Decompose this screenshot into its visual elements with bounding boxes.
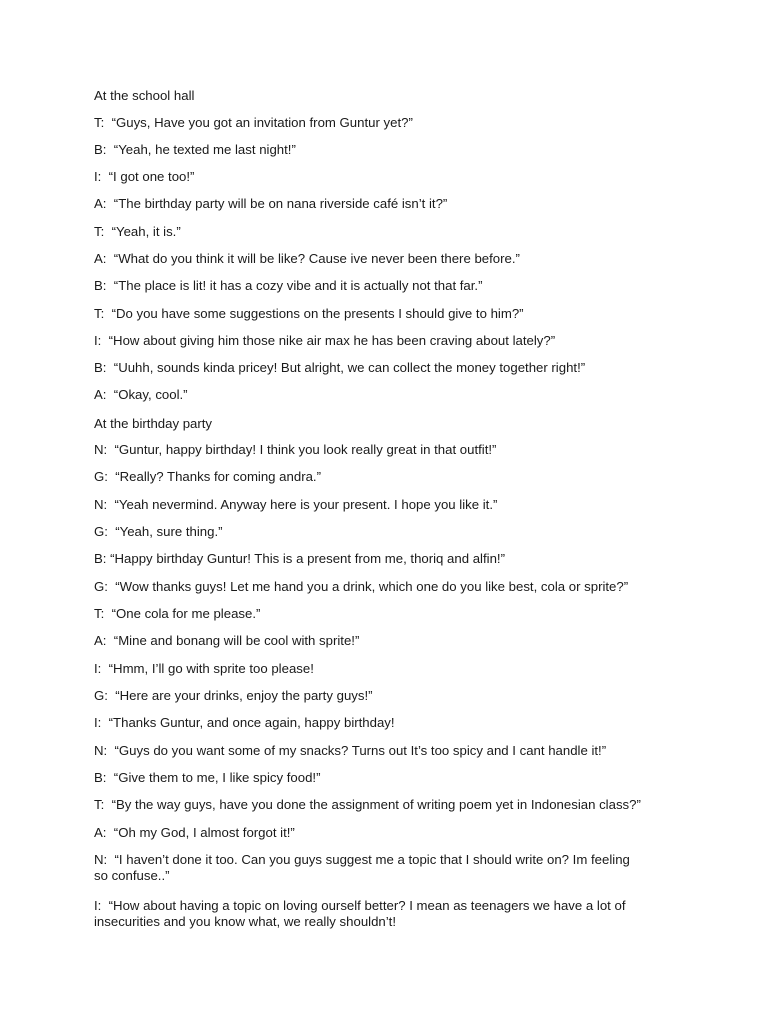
speaker-label: B: bbox=[94, 360, 107, 375]
dialogue-line bbox=[94, 524, 654, 540]
dialogue-line bbox=[94, 251, 654, 267]
dialogue-line bbox=[94, 224, 654, 240]
dialogue-line bbox=[94, 633, 654, 649]
dialogue-line bbox=[94, 306, 654, 322]
dialogue-line bbox=[94, 142, 654, 158]
dialogue-line bbox=[94, 743, 654, 759]
dialogue-line bbox=[94, 898, 634, 930]
line-text: “Guntur, happy birthday! I think you look really great in that outfit!” bbox=[114, 442, 497, 457]
dialogue-line bbox=[94, 387, 654, 403]
line-text: “Wow thanks guys! Let me hand you a drink, which one do you like best, cola or sprite?” bbox=[115, 579, 629, 594]
line-text: “Hmm, I’ll go with sprite too please! bbox=[108, 661, 314, 676]
dialogue-line bbox=[94, 852, 634, 884]
line-text: “By the way guys, have you done the assignment of writing poem yet in Indonesian class?” bbox=[111, 797, 641, 812]
speaker-label: A: bbox=[94, 196, 107, 211]
dialogue-line bbox=[94, 606, 654, 622]
dialogue-line bbox=[94, 442, 654, 458]
line-text: “The place is lit! it has a cozy vibe and it is actually not that far.” bbox=[113, 278, 483, 293]
speaker-label: T: bbox=[94, 224, 105, 239]
speaker-label: T: bbox=[94, 115, 105, 130]
speaker-label: I: bbox=[94, 333, 102, 348]
line-text: “Yeah, he texted me last night!” bbox=[113, 142, 296, 157]
line-text: “Guys do you want some of my snacks? Turns out It’s too spicy and I cant handle it!” bbox=[114, 743, 607, 758]
speaker-label: T: bbox=[94, 606, 105, 621]
line-text: “I haven’t done it too. Can you guys suggest me a topic that I should write on? Im feeling so confuse..” bbox=[94, 852, 630, 883]
speaker-label: A: bbox=[94, 633, 107, 648]
speaker-label: T: bbox=[94, 306, 105, 321]
speaker-label: I: bbox=[94, 715, 102, 730]
dialogue-line bbox=[94, 551, 654, 567]
dialogue-line bbox=[94, 825, 654, 841]
speaker-label: N: bbox=[94, 852, 108, 867]
line-text: “I got one too!” bbox=[108, 169, 195, 184]
scene-heading bbox=[94, 88, 654, 104]
dialogue-line bbox=[94, 497, 654, 513]
speaker-label: I: bbox=[94, 898, 102, 913]
line-text: “How about giving him those nike air max he has been craving about lately?” bbox=[108, 333, 556, 348]
speaker-label: N: bbox=[94, 442, 108, 457]
line-text: “Really? Thanks for coming andra.” bbox=[115, 469, 321, 484]
line-text: At the birthday party bbox=[94, 416, 213, 431]
line-text: “Uuhh, sounds kinda pricey! But alright, we can collect the money together right!” bbox=[113, 360, 586, 375]
line-text: “Guys, Have you got an invitation from Guntur yet?” bbox=[111, 115, 413, 130]
line-text: “Okay, cool.” bbox=[113, 387, 188, 402]
speaker-label: B: bbox=[94, 551, 107, 566]
dialogue-line bbox=[94, 196, 654, 212]
line-text: At the school hall bbox=[94, 88, 195, 103]
speaker-label: G: bbox=[94, 469, 108, 484]
dialogue-line bbox=[94, 797, 654, 813]
speaker-label: I: bbox=[94, 661, 102, 676]
dialogue-line bbox=[94, 469, 654, 485]
line-text: “What do you think it will be like? Cause ive never been there before.” bbox=[113, 251, 520, 266]
dialogue-line bbox=[94, 770, 654, 786]
line-text: “Do you have some suggestions on the presents I should give to him?” bbox=[111, 306, 524, 321]
dialogue-line bbox=[94, 333, 654, 349]
dialogue-line bbox=[94, 115, 654, 131]
dialogue-line bbox=[94, 579, 654, 595]
line-text: “Here are your drinks, enjoy the party guys!” bbox=[115, 688, 373, 703]
line-text: “Oh my God, I almost forgot it!” bbox=[113, 825, 295, 840]
speaker-label: A: bbox=[94, 387, 107, 402]
line-text: “Thanks Guntur, and once again, happy birthday! bbox=[108, 715, 395, 730]
speaker-label: I: bbox=[94, 169, 102, 184]
line-text: “Give them to me, I like spicy food!” bbox=[113, 770, 321, 785]
dialogue-line bbox=[94, 661, 654, 677]
line-text: “One cola for me please.” bbox=[111, 606, 261, 621]
speaker-label: B: bbox=[94, 142, 107, 157]
line-text: “Mine and bonang will be cool with sprite!” bbox=[113, 633, 360, 648]
speaker-label: G: bbox=[94, 579, 108, 594]
speaker-label: A: bbox=[94, 825, 107, 840]
speaker-label: B: bbox=[94, 770, 107, 785]
dialogue-line bbox=[94, 715, 654, 731]
dialogue-line bbox=[94, 360, 654, 376]
speaker-label: A: bbox=[94, 251, 107, 266]
line-text: “Yeah, it is.” bbox=[111, 224, 181, 239]
line-text: “Happy birthday Guntur! This is a present from me, thoriq and alfin!” bbox=[110, 551, 505, 566]
speaker-label: B: bbox=[94, 278, 107, 293]
dialogue-line bbox=[94, 688, 654, 704]
scene-heading bbox=[94, 416, 654, 432]
speaker-label: T: bbox=[94, 797, 105, 812]
dialogue-line bbox=[94, 169, 654, 185]
speaker-label: N: bbox=[94, 497, 108, 512]
speaker-label: N: bbox=[94, 743, 108, 758]
dialogue-line bbox=[94, 278, 654, 294]
line-text: “How about having a topic on loving ourself better? I mean as teenagers we have a lot of insecurities and you know what, we really shouldn’t! bbox=[94, 898, 626, 929]
line-text: “Yeah nevermind. Anyway here is your present. I hope you like it.” bbox=[114, 497, 498, 512]
speaker-label: G: bbox=[94, 688, 108, 703]
line-text: “The birthday party will be on nana riverside café isn’t it?” bbox=[113, 196, 448, 211]
speaker-label: G: bbox=[94, 524, 108, 539]
line-text: “Yeah, sure thing.” bbox=[115, 524, 223, 539]
